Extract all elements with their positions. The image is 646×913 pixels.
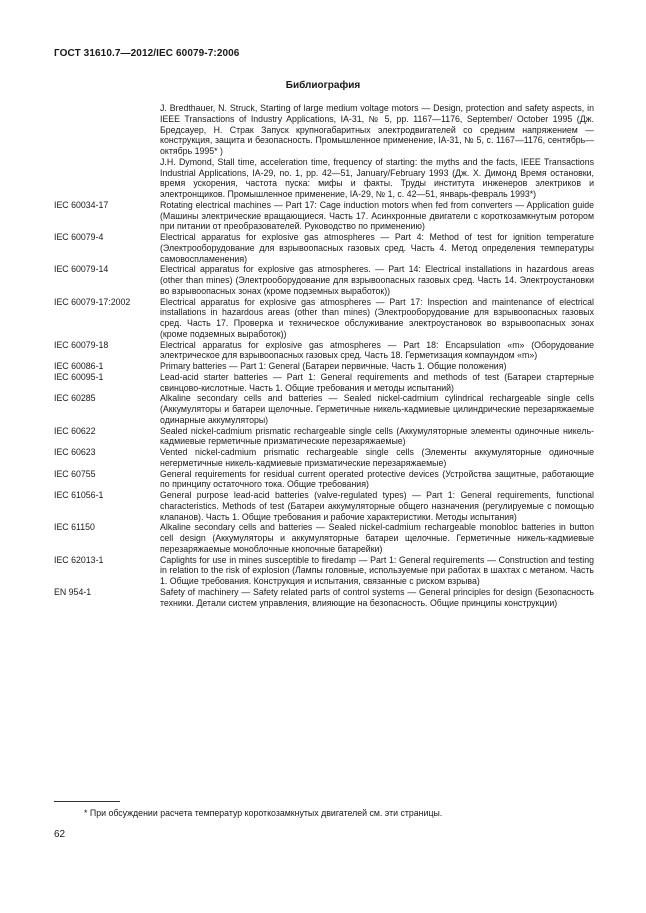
bibliography-entry — [54, 340, 594, 362]
entry-code: IEC 60623 — [54, 447, 96, 457]
entry-code: IEC 60095-1 — [54, 371, 104, 382]
entry-code: IEC 62013-1 — [54, 554, 104, 565]
bibliography-entry — [54, 232, 594, 264]
bibliography-entry — [54, 103, 594, 157]
bibliography-entry — [54, 372, 594, 394]
bibliography-entry — [54, 447, 594, 469]
entry-text: J. Bredthauer, N. Struck, Starting of large medium voltage motors — Design, protection and safety aspects, in IEEE Transactions of Industry Applications, IA-31, № 5, pp. 1167—1176, September/ October 1995 (Дж. Бредсауер, Н. Страк Запуск крупногабаритных электродвигателей со средним напряжением — конструкция, защита и безопасность. Промышленное применение, IA-31, № 5, с. 1167—1176, сентябрь—октябрь 1995* ) — [160, 103, 594, 156]
bibliography-entry — [54, 297, 594, 340]
entry-text: Electrical apparatus for explosive gas atmospheres. — Part 14: Electrical installations in hazardous areas (other than mines) (Электрооборудование для взрывоопасных газовых сред. Часть 14. Электроустановки во взрывоопасных зонах (кроме подземных выработок)) — [160, 264, 594, 296]
entry-code: IEC 60079-4 — [54, 232, 104, 242]
document-header: ГОСТ 31610.7—2012/IEC 60079-7:2006 — [54, 48, 240, 59]
entry-text: General requirements for residual current operated protective devices (Устройства защитные, работающие по принципу остаточного тока. Общие требования) — [160, 468, 594, 490]
entry-text: Safety of machinery — Safety related parts of control systems — General principles for design (Безопасность техники. Детали систем управления, влияющие на безопасность. Общие принципы конструкции) — [160, 586, 594, 608]
bibliography-entry — [54, 200, 594, 232]
entry-text: J.H. Dymond, Stall time, acceleration time, frequency of starting: the myths and the facts, IEEE Transactions Industrial Applications, IA-29, no. 1, pp. 42—51, January/February 1993 (Дж. Х. Димонд Время остановки, время ускорения, частота пуска: мифы и факты. Труды института инженеров электриков и электронщиков. Промышленное применение, IA-29, № 1, с. 42—51, январь-февраль 1993*) — [160, 156, 594, 199]
entry-code: IEC 61150 — [54, 522, 95, 533]
entry-text: Rotating electrical machines — Part 17: Cage induction motors when fed from converters — Application guide (Машины электрические вращающиеся. Часть 17. Асинхронные двигатели с короткозамкнутым ротором при питании от преобразователей. Руководство по применению) — [160, 199, 594, 232]
bibliography-entry — [54, 361, 594, 372]
entry-code: IEC 60079-17:2002 — [54, 296, 131, 307]
entry-code: IEC 61056-1 — [54, 490, 104, 500]
bibliography-entry — [54, 522, 594, 554]
entry-code: IEC 60034-17 — [54, 199, 109, 210]
entry-code: IEC 60079-14 — [54, 264, 109, 275]
entry-text: Alkaline secondary cells and batteries — Sealed nickel-cadmium rechargeable monobloc batteries in button cell design (Аккумуляторы и аккумуляторные батареи щелочные. Герметичные никель-кадмиевые перезаряжаемые моноблочные кнопочные батарейки) — [160, 522, 594, 554]
bibliography-entry — [54, 264, 594, 296]
entry-code: IEC 60285 — [54, 393, 96, 404]
entry-text: Vented nickel-cadmium prismatic rechargeable single cells (Элементы аккумуляторные одиночные негерметичные никель-кадмиевые призматические перезаряжаемые) — [160, 447, 594, 468]
entry-text: Alkaline secondary cells and batteries — Sealed nickel-cadmium cylindrical rechargeable single cells (Аккумуляторы и батареи щелочные. Герметичные никель-кадмиевые цилиндрические перезаряжаемые одинарные аккумуляторы) — [160, 393, 594, 425]
entry-text: General purpose lead-acid batteries (valve-regulated types) — Part 1: General requirements, functional characteristics. Methods of test (Батареи аккумуляторные общего назначения (регулируемые с помощью клапанов). Часть 1. Общие требования и рабочие характеристики. Методы испытания) — [160, 490, 594, 522]
entry-text: Primary batteries — Part 1: General (Батареи первичные. Часть 1. Общие положения) — [160, 361, 507, 371]
entry-text: Caplights for use in mines susceptible to firedamp — Part 1: General requirements — Construction and testing in relation to the risk of explosion (Лампы головные, используемые при работах в шахтах с метаном. Часть 1. Общие требования. Конструкция и испытания, связанные с риском взрыва) — [160, 554, 594, 586]
bibliography-entry — [54, 555, 594, 587]
entry-text: Electrical apparatus for explosive gas atmospheres — Part 18: Encapsulation «m» (Оборудование электрическое для взрывоопасных газовых сред. Часть 18. Герметизация компаундом «m») — [160, 339, 594, 361]
bibliography-title: Библиография — [285, 80, 361, 91]
footnote-rule — [54, 801, 120, 802]
entry-code: IEC 60622 — [54, 425, 96, 436]
entry-code: IEC 60086-1 — [54, 361, 104, 371]
entry-text: Lead-acid starter batteries — Part 1: General requirements and methods of test (Батареи стартерные свинцово-кислотные. Часть 1. Общие требования и методы испытаний) — [160, 371, 594, 393]
footnote: * При обсуждении расчета температур короткозамкнутых двигателей см. эти страницы. — [84, 808, 443, 818]
bibliography-entry — [54, 157, 594, 200]
entry-text: Sealed nickel-cadmium prismatic rechargeable single cells (Аккумуляторные элементы одиночные никель-кадмиевые герметичные призматические перезаряжаемые) — [160, 425, 594, 447]
bibliography-list — [54, 103, 594, 608]
bibliography-entry — [54, 490, 594, 522]
bibliography-entry — [54, 393, 594, 425]
entry-code: IEC 60079-18 — [54, 339, 109, 350]
bibliography-entry — [54, 469, 594, 491]
bibliography-entry — [54, 426, 594, 448]
page-number: 62 — [54, 829, 66, 840]
entry-text: Electrical apparatus for explosive gas atmospheres — Part 4: Method of test for ignition temperature (Электрооборудование для взрывоопасных газовых сред. Часть 4. Метод определения температуры самовоспламенения) — [160, 232, 594, 264]
entry-code: IEC 60755 — [54, 468, 96, 479]
entry-code: EN 954-1 — [54, 586, 92, 597]
bibliography-entry — [54, 587, 594, 609]
entry-text: Electrical apparatus for explosive gas atmospheres — Part 17: Inspection and maintenance of electrical installations in hazardous areas (other than mines) (Электрооборудование для взрывоопасных газовых сред. Часть 17. Проверка и техническое обслуживание электроустановок во взрывоопасных зонах (кроме подземных выработок)) — [160, 296, 594, 339]
